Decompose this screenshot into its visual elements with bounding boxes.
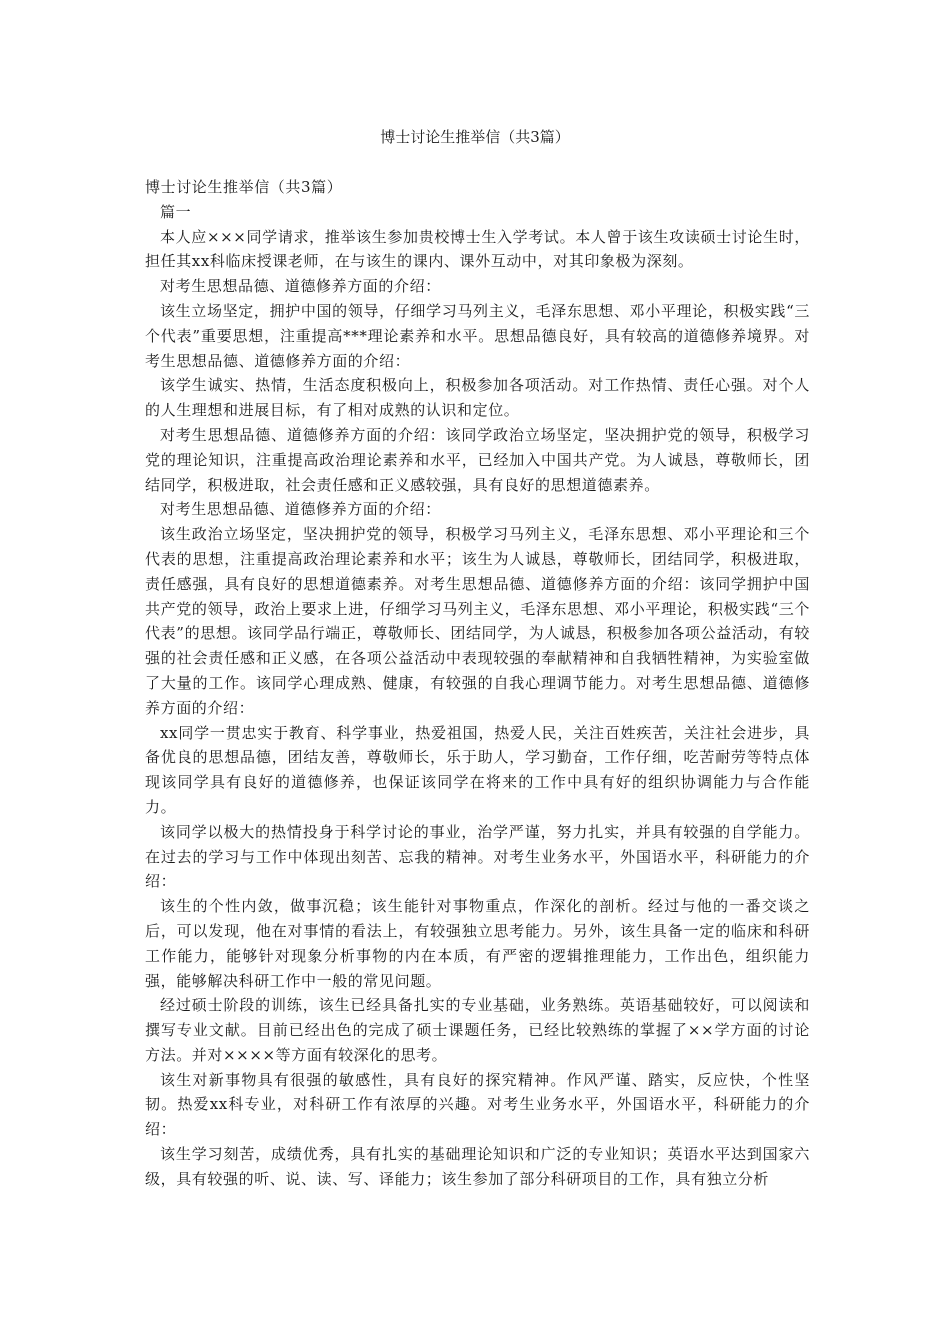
paragraph: 该学生诚实、热情，生活态度积极向上，积极参加各项活动。对工作热情、责任心强。对个人的人生理想和进展目标，有了相对成熟的认识和定位。 [145, 376, 810, 420]
paragraph: 对考生思想品德、道德修养方面的介绍：该同学政治立场坚定，坚决拥护党的领导，积极学习党的理论知识，注重提高政治理论素养和水平，已经加入中国共产党。为人诚恳，尊敬师长，团结同学，积极进取，社会责任感和正义感较强，具有良好的思想道德素养。 [145, 425, 810, 494]
paragraph: 该生的个性内敛，做事沉稳；该生能针对事物重点，作深化的剖析。经过与他的一番交谈之后，可以发现，他在对事情的看法上，有较强独立思考能力。另外，该生具备一定的临床和科研工作能力，能够针对现象分析事物的内在本质，有严密的逻辑推理能力，工作出色，组织能力强，能够解决科研工作中一般的常见问题。 [145, 897, 810, 990]
paragraph: 该生立场坚定，拥护中国的领导，仔细学习马列主义，毛泽东思想、邓小平理论，积极实践“三个代表”重要思想，注重提高***理论素养和水平。思想品德良好，具有较高的道德修养境界。对考生思想品德、道德修养方面的介绍： [145, 301, 810, 370]
document-body [145, 175, 810, 1192]
paragraph: 对考生思想品德、道德修养方面的介绍： [160, 277, 441, 296]
section-label: 篇一 [160, 202, 192, 221]
paragraph: 该生学习刻苦，成绩优秀，具有扎实的基础理论知识和广泛的专业知识；英语水平达到国家六级，具有较强的听、说、读、写、译能力；该生参加了部分科研项目的工作，具有独立分析 [145, 1145, 810, 1188]
body-heading: 博士讨论生推举信（共3篇） [145, 178, 343, 196]
document-title: 博士讨论生推举信（共3篇） [380, 128, 570, 146]
paragraph: 该同学以极大的热情投身于科学讨论的事业，治学严谨，努力扎实，并具有较强的自学能力。在过去的学习与工作中体现出刻苦、忘我的精神。对考生业务水平，外国语水平，科研能力的介绍： [145, 822, 810, 891]
paragraph: 该生对新事物具有很强的敏感性，具有良好的探究精神。作风严谨、踏实，反应快，个性坚韧。热爱xx科专业，对科研工作有浓厚的兴趣。对考生业务水平，外国语水平，科研能力的介绍： [145, 1070, 810, 1139]
paragraph: 本人应×××同学请求，推举该生参加贵校博士生入学考试。本人曾于该生攻读硕士讨论生时，担任其xx科临床授课老师，在与该生的课内、课外互动中，对其印象极为深刻。 [145, 227, 810, 271]
paragraph: 经过硕士阶段的训练，该生已经具备扎实的专业基础，业务熟练。英语基础较好，可以阅读和撰写专业文献。目前已经出色的完成了硕士课题任务，已经比较熟练的掌握了××学方面的讨论方法。并对××××等方面有较深化的思考。 [145, 996, 810, 1064]
paragraph: 该生政治立场坚定，坚决拥护党的领导，积极学习马列主义，毛泽东思想、邓小平理论和三个代表的思想，注重提高政治理论素养和水平；该生为人诚恳，尊敬师长，团结同学，积极进取，责任感强，具有良好的思想道德素养。对考生思想品德、道德修养方面的介绍：该同学拥护中国共产党的领导，政治上要求上进，仔细学习马列主义，毛泽东思想、邓小平理论，积极实践“三个代表”的思想。该同学品行端正，尊敬师长、团结同学，为人诚恳，积极参加各项公益活动，有较强的社会责任感和正义感，在各项公益活动中表现较强的奉献精神和自我牺牲精神，为实验室做了大量的工作。该同学心理成熟、健康，有较强的自我心理调节能力。对考生思想品德、道德修养方面的介绍： [145, 525, 810, 717]
paragraph: xx同学一贯忠实于教育、科学事业，热爱祖国，热爱人民，关注百姓疾苦，关注社会进步，具备优良的思想品德，团结友善，尊敬师长，乐于助人，学习勤奋，工作仔细，吃苦耐劳等特点体现该同学具有良好的道德修养，也保证该同学在将来的工作中具有好的组织协调能力与合作能力。 [145, 723, 810, 816]
paragraph: 对考生思想品德、道德修养方面的介绍： [160, 500, 441, 519]
